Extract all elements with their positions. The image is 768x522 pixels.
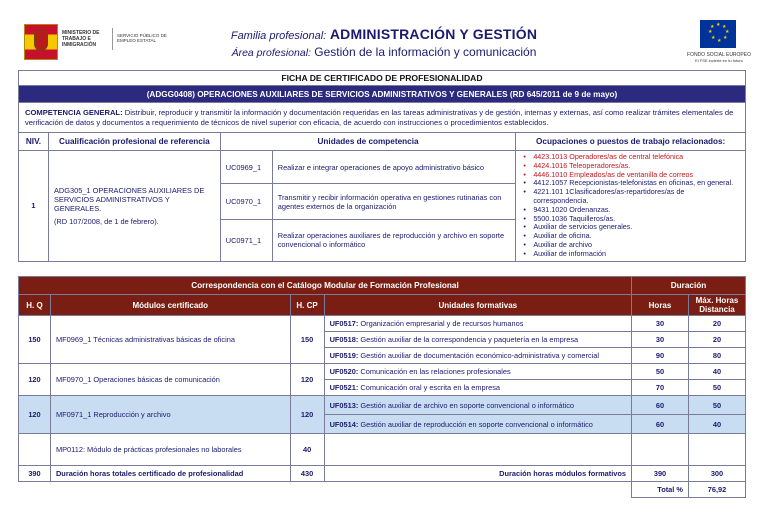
uf-text: Comunicación oral y escrita en la empresa — [358, 383, 501, 392]
competencia-text: Distribuir, reproducir y transmitir la información y documentación requeridas en las tareas administrativas y de gestión, internas y externas, así como realizar trámites elementales de verificación de datos y documentos a requerimiento de técnicos de nivel superior con eficacia, de acuerdo con instrucciones o procedimientos establecidos. — [25, 108, 734, 127]
col-modulos: Módulos certificado — [50, 295, 290, 316]
nivel-value: 1 — [19, 151, 49, 262]
list-item: • 4424.1016 Teleoperadores/as. — [523, 162, 740, 171]
certificate-title-bar: (ADGG0408) OPERACIONES AUXILIARES DE SERVICIOS ADMINISTRATIVOS Y GENERALES (RD 645/2011 de 9 de mayo) — [19, 86, 746, 103]
uc-code: UC0969_1 — [220, 151, 272, 184]
page-header — [0, 0, 768, 66]
percent-row — [19, 482, 746, 498]
totals-row — [19, 466, 746, 482]
uf-max: 20 — [688, 316, 745, 332]
hq-value: 120 — [19, 364, 51, 396]
uf-code: UF0517: — [329, 319, 359, 328]
uf-horas: 60 — [632, 396, 689, 415]
eu-logo-line1: FONDO SOCIAL EUROPEO — [687, 52, 751, 58]
total-horas: 390 — [632, 466, 689, 482]
uf-horas: 60 — [632, 415, 689, 434]
uf-horas: 30 — [632, 316, 689, 332]
uf-text: Gestión auxiliar de archivo en soporte convencional o informático — [358, 400, 575, 410]
uc-text: Transmitir y recibir información operativa en gestiones rutinarias con agentes externos de la organización — [272, 184, 516, 219]
ocupaciones-cell — [516, 151, 746, 262]
col-max-horas-distancia: Máx. Horas Distancia — [688, 295, 745, 316]
uf-code: UF0519: — [329, 351, 359, 360]
col-hcp: H. CP — [290, 295, 324, 316]
list-item: • 4221.101 1Clasificadores/as-repartidores/as de correspondencia. — [523, 188, 740, 206]
uf-text: Comunicación en las relaciones profesionales — [358, 367, 511, 376]
empty-cell — [688, 434, 745, 466]
hq-value: 120 — [19, 396, 51, 434]
list-item: • 5500.1036 Taquilleros/as. — [523, 215, 740, 224]
uf-text: Gestión auxiliar de la correspondencia y paquetería en la empresa — [358, 335, 579, 344]
uc-text: Realizar e integrar operaciones de apoyo administrativo básico — [272, 151, 516, 184]
ocupaciones-list — [521, 153, 740, 259]
cualificacion-cell — [48, 151, 220, 262]
familia-value: ADMINISTRACIÓN Y GESTIÓN — [329, 26, 538, 42]
hcp-value: 150 — [290, 316, 324, 364]
duracion-header: Duración — [632, 277, 746, 295]
uc-code: UC0970_1 — [220, 184, 272, 219]
hcp-value: 120 — [290, 364, 324, 396]
uf-code: UF0513: — [329, 400, 359, 410]
total-hq: 390 — [19, 466, 51, 482]
empty-cell — [632, 434, 689, 466]
col-unidades-competencia: Unidades de competencia — [220, 133, 516, 151]
col-unidades-formativas: Unidades formativas — [324, 295, 631, 316]
ficha-title: FICHA DE CERTIFICADO DE PROFESIONALIDAD — [19, 71, 746, 86]
correspondencia-header: Correspondencia con el Catálogo Modular de Formación Profesional — [19, 277, 632, 295]
uf-code: UF0514: — [329, 419, 359, 429]
ministry-logo-text: MINISTERIO DE TRABAJO E INMIGRACIÓN — [62, 30, 100, 48]
percent-label: Total % — [632, 482, 689, 498]
uf-cell — [324, 364, 631, 380]
col-niv: NIV. — [19, 133, 49, 151]
ficha-table — [18, 70, 746, 262]
empty-cell — [19, 482, 632, 498]
uf-text: Gestión auxiliar de documentación económico-administrativa y comercial — [358, 351, 600, 360]
area-value: Gestión de la información y comunicación — [314, 45, 537, 59]
uc-code: UC0971_1 — [220, 219, 272, 261]
uf-horas: 30 — [632, 332, 689, 348]
list-item: • Auxiliar de servicios generales. — [523, 223, 740, 232]
uf-max: 80 — [688, 348, 745, 364]
col-ocupaciones: Ocupaciones o puestos de trabajo relacionados: — [516, 133, 746, 151]
uf-cell — [324, 332, 631, 348]
uf-code: UF0521: — [329, 383, 359, 392]
uf-cell — [324, 316, 631, 332]
uf-text: Organización empresarial y de recursos humanos — [358, 319, 524, 328]
uc-text: Realizar operaciones auxiliares de reproducción y archivo en soporte convencional o informático — [272, 219, 516, 261]
uf-horas: 90 — [632, 348, 689, 364]
uf-code: UF0518: — [329, 335, 359, 344]
hq-value: 150 — [19, 316, 51, 364]
uf-max: 40 — [688, 364, 745, 380]
list-item: • 4423.1013 Operadores/as de central telefónica — [523, 153, 740, 162]
competencia-label: COMPETENCIA GENERAL: — [25, 108, 123, 117]
cualificacion-rd: (RD 107/2008, de 1 de febrero). — [53, 216, 159, 226]
list-item: • Auxiliar de información — [523, 250, 740, 259]
list-item: • Auxiliar de archivo — [523, 241, 740, 250]
list-item: • 9431.1020 Ordenanzas. — [523, 206, 740, 215]
competencia-general — [19, 103, 746, 133]
percent-value: 76,92 — [688, 482, 745, 498]
table-row — [19, 396, 746, 415]
total-max: 300 — [688, 466, 745, 482]
area-label: Área profesional: — [231, 47, 311, 59]
uf-max: 20 — [688, 332, 745, 348]
total-uf-label: Duración horas módulos formativos — [324, 466, 631, 482]
uf-cell — [324, 415, 631, 434]
practicas-hcp: 40 — [290, 434, 324, 466]
col-hq: H. Q — [19, 295, 51, 316]
col-horas: Horas — [632, 295, 689, 316]
list-item: • Auxiliar de oficina. — [523, 232, 740, 241]
uf-horas: 50 — [632, 364, 689, 380]
uf-cell — [324, 348, 631, 364]
total-label: Duración horas totales certificado de profesionalidad — [50, 466, 290, 482]
uf-code: UF0520: — [329, 367, 359, 376]
eu-logo-line2: El FSE invierte en tu futuro — [695, 58, 743, 63]
eu-flag-icon: ★ ★ ★ ★ ★ ★ ★ ★ — [700, 20, 736, 48]
empty-cell — [19, 434, 51, 466]
empty-cell — [324, 434, 631, 466]
area-profesional — [0, 45, 768, 59]
total-hcp: 430 — [290, 466, 324, 482]
uf-text: Gestión auxiliar de reproducción en soporte convencional o informático — [358, 419, 593, 429]
eu-logo-caption — [680, 52, 758, 64]
uf-max: 50 — [688, 380, 745, 396]
uf-horas: 70 — [632, 380, 689, 396]
cualificacion-name: ADG305_1 OPERACIONES AUXILIARES DE SERVICIOS ADMINISTRATIVOS Y GENERALES. — [53, 185, 205, 213]
col-cualificacion: Cualificación profesional de referencia — [48, 133, 220, 151]
modulo-name: MF0971_1 Reproducción y archivo — [50, 396, 290, 434]
list-item: • 4446.1010 Empleados/as de ventanilla de correos — [523, 171, 740, 180]
practicas-modulo: MP0112: Módulo de prácticas profesionales no laborales — [50, 434, 290, 466]
list-item: • 4412.1057 Recepcionistas-telefonistas en oficinas, en general. — [523, 179, 740, 188]
familia-label: Familia profesional: — [230, 30, 327, 42]
table-row — [19, 364, 746, 380]
table-row — [19, 434, 746, 466]
modulo-name: MF0970_1 Operaciones básicas de comunicación — [50, 364, 290, 396]
uf-max: 40 — [688, 415, 745, 434]
familia-profesional — [0, 26, 768, 42]
table-row — [19, 316, 746, 332]
sepe-logo-text: SERVICIO PÚBLICO DE EMPLEO ESTATAL — [117, 33, 167, 43]
hcp-value: 120 — [290, 396, 324, 434]
uf-cell — [324, 380, 631, 396]
modulos-table — [18, 276, 746, 498]
uf-cell — [324, 396, 631, 415]
modulo-name: MF0969_1 Técnicas administrativas básicas de oficina — [50, 316, 290, 364]
uf-max: 50 — [688, 396, 745, 415]
